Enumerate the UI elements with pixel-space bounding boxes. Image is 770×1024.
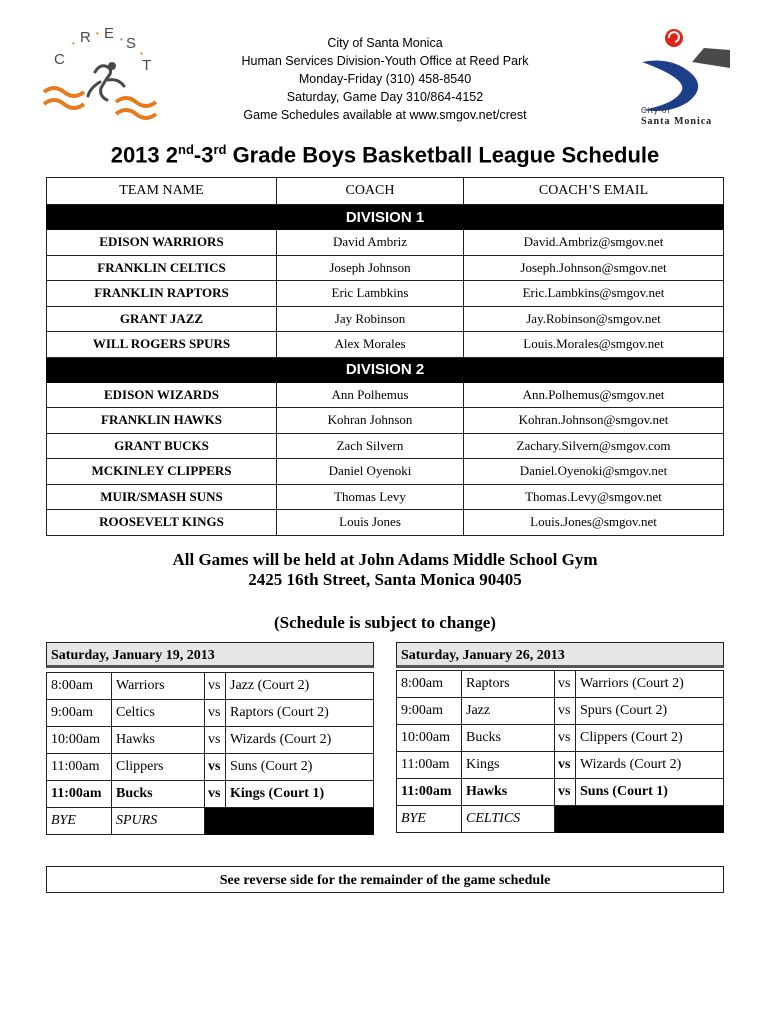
game-time: 8:00am	[47, 673, 112, 700]
game-time: 11:00am	[397, 779, 462, 806]
coach-name: Thomas Levy	[277, 484, 464, 510]
game-row	[47, 727, 374, 754]
header-line-website: Game Schedules available at www.smgov.net/crest	[243, 108, 527, 122]
coach-name: Joseph Johnson	[277, 255, 464, 281]
table-row	[47, 408, 724, 434]
game-row	[397, 779, 724, 806]
game-time: 10:00am	[397, 725, 462, 752]
game-row	[397, 698, 724, 725]
vs-label: vs	[205, 727, 226, 754]
crest-letter-t: T	[142, 57, 152, 74]
crest-letter-s: S	[126, 35, 137, 52]
crest-logo	[40, 22, 162, 124]
coach-email: Louis.Morales@smgov.net	[464, 332, 724, 358]
home-team: Hawks	[112, 727, 205, 754]
table-row	[47, 459, 724, 485]
bye-label: BYE	[397, 806, 462, 833]
header-line-gameday-phone: Saturday, Game Day 310/864-4152	[286, 90, 484, 104]
coach-name: Alex Morales	[277, 332, 464, 358]
coach-name: Louis Jones	[277, 510, 464, 536]
coach-name: David Ambriz	[277, 230, 464, 256]
games-table	[46, 672, 374, 835]
venue-info	[0, 550, 770, 590]
away-team: Spurs (Court 2)	[576, 698, 724, 725]
schedule-date: Saturday, January 26, 2013	[396, 642, 724, 668]
game-time: 11:00am	[47, 754, 112, 781]
home-team: Raptors	[462, 671, 555, 698]
teams-table	[46, 177, 724, 536]
home-team: Celtics	[112, 700, 205, 727]
vs-label: vs	[555, 779, 576, 806]
table-row	[47, 510, 724, 536]
game-row	[47, 754, 374, 781]
header-line-weekday-phone: Monday-Friday (310) 458-8540	[298, 72, 472, 86]
bye-row	[47, 808, 374, 835]
home-team: Bucks	[462, 725, 555, 752]
team-name: GRANT JAZZ	[47, 306, 277, 332]
venue-line-1: All Games will be held at John Adams Middle School Gym	[172, 550, 598, 569]
coach-name: Zach Silvern	[277, 433, 464, 459]
bye-filler	[205, 808, 374, 835]
game-row	[397, 752, 724, 779]
bye-row	[397, 806, 724, 833]
page-title: 2013 2nd-3rd Grade Boys Basketball League Schedule	[110, 142, 660, 168]
vs-label: vs	[205, 781, 226, 808]
team-name: EDISON WIZARDS	[47, 382, 277, 408]
header-team-name: TEAM NAME	[47, 178, 277, 205]
teams-table-header	[47, 178, 724, 205]
home-team: Warriors	[112, 673, 205, 700]
division-row	[47, 357, 724, 382]
svg-text:•: •	[140, 49, 143, 58]
table-row	[47, 281, 724, 307]
coach-email: Thomas.Levy@smgov.net	[464, 484, 724, 510]
bye-filler	[555, 806, 724, 833]
division-2-label: DIVISION 2	[47, 357, 724, 382]
schedule-date: Saturday, January 19, 2013	[46, 642, 374, 668]
home-team: Bucks	[112, 781, 205, 808]
game-time: 11:00am	[47, 781, 112, 808]
coach-name: Jay Robinson	[277, 306, 464, 332]
bye-label: BYE	[47, 808, 112, 835]
header-coach-email: COACH’S EMAIL	[464, 178, 724, 205]
coach-email: Daniel.Oyenoki@smgov.net	[464, 459, 724, 485]
team-name: EDISON WARRIORS	[47, 230, 277, 256]
game-time: 11:00am	[397, 752, 462, 779]
game-row	[397, 671, 724, 698]
coach-email: Louis.Jones@smgov.net	[464, 510, 724, 536]
away-team: Wizards (Court 2)	[226, 727, 374, 754]
team-name: GRANT BUCKS	[47, 433, 277, 459]
away-team: Suns (Court 1)	[576, 779, 724, 806]
game-time: 9:00am	[47, 700, 112, 727]
game-row	[47, 700, 374, 727]
away-team: Raptors (Court 2)	[226, 700, 374, 727]
away-team: Warriors (Court 2)	[576, 671, 724, 698]
table-row	[47, 306, 724, 332]
vs-label: vs	[555, 752, 576, 779]
header-coach: COACH	[277, 178, 464, 205]
game-time: 8:00am	[397, 671, 462, 698]
header-line-city: City of Santa Monica	[327, 36, 443, 50]
game-time: 10:00am	[47, 727, 112, 754]
home-team: Clippers	[112, 754, 205, 781]
coach-name: Daniel Oyenoki	[277, 459, 464, 485]
away-team: Jazz (Court 2)	[226, 673, 374, 700]
schedule-jan-19	[46, 642, 374, 835]
team-name: FRANKLIN RAPTORS	[47, 281, 277, 307]
team-name: MCKINLEY CLIPPERS	[47, 459, 277, 485]
team-name: FRANKLIN HAWKS	[47, 408, 277, 434]
division-1-label: DIVISION 1	[47, 205, 724, 230]
home-team: Kings	[462, 752, 555, 779]
header-line-division: Human Services Division-Youth Office at Reed Park	[241, 54, 529, 68]
schedule-jan-26	[396, 642, 724, 833]
vs-label: vs	[205, 673, 226, 700]
coach-email: Kohran.Johnson@smgov.net	[464, 408, 724, 434]
away-team: Kings (Court 1)	[226, 781, 374, 808]
coach-name: Ann Polhemus	[277, 382, 464, 408]
table-row	[47, 230, 724, 256]
game-time: 9:00am	[397, 698, 462, 725]
team-name: ROOSEVELT KINGS	[47, 510, 277, 536]
division-row	[47, 205, 724, 230]
crest-letter-e: E	[104, 25, 115, 42]
team-name: FRANKLIN CELTICS	[47, 255, 277, 281]
games-table	[396, 670, 724, 833]
away-team: Wizards (Court 2)	[576, 752, 724, 779]
vs-label: vs	[555, 725, 576, 752]
coach-email: Eric.Lambkins@smgov.net	[464, 281, 724, 307]
table-row	[47, 382, 724, 408]
bye-team: SPURS	[112, 808, 205, 835]
svg-text:•: •	[120, 35, 123, 44]
coach-email: Zachary.Silvern@smgov.com	[464, 433, 724, 459]
coach-email: Jay.Robinson@smgov.net	[464, 306, 724, 332]
coach-name: Eric Lambkins	[277, 281, 464, 307]
crest-letter-c: C	[54, 51, 65, 68]
svg-text:•: •	[72, 39, 75, 48]
coach-email: Joseph.Johnson@smgov.net	[464, 255, 724, 281]
venue-line-2: 2425 16th Street, Santa Monica 90405	[248, 570, 522, 589]
coach-email: David.Ambriz@smgov.net	[464, 230, 724, 256]
table-row	[47, 255, 724, 281]
header-contact-info	[190, 34, 580, 124]
reverse-side-note: See reverse side for the remainder of the game schedule	[46, 866, 724, 893]
bye-team: CELTICS	[462, 806, 555, 833]
vs-label: vs	[555, 671, 576, 698]
santa-monica-logo-city: City of	[641, 106, 671, 115]
schedule-subject-note: (Schedule is subject to change)	[274, 613, 496, 632]
svg-text:•: •	[96, 29, 99, 38]
table-row	[47, 433, 724, 459]
team-name: MUIR/SMASH SUNS	[47, 484, 277, 510]
away-team: Suns (Court 2)	[226, 754, 374, 781]
table-row	[47, 332, 724, 358]
vs-label: vs	[205, 754, 226, 781]
game-row	[47, 673, 374, 700]
home-team: Hawks	[462, 779, 555, 806]
game-row	[47, 781, 374, 808]
home-team: Jazz	[462, 698, 555, 725]
santa-monica-logo-name: Santa Monica	[641, 116, 713, 127]
coach-email: Ann.Polhemus@smgov.net	[464, 382, 724, 408]
vs-label: vs	[205, 700, 226, 727]
crest-letter-r: R	[80, 29, 91, 46]
team-name: WILL ROGERS SPURS	[47, 332, 277, 358]
table-row	[47, 484, 724, 510]
coach-name: Kohran Johnson	[277, 408, 464, 434]
vs-label: vs	[555, 698, 576, 725]
away-team: Clippers (Court 2)	[576, 725, 724, 752]
game-row	[397, 725, 724, 752]
